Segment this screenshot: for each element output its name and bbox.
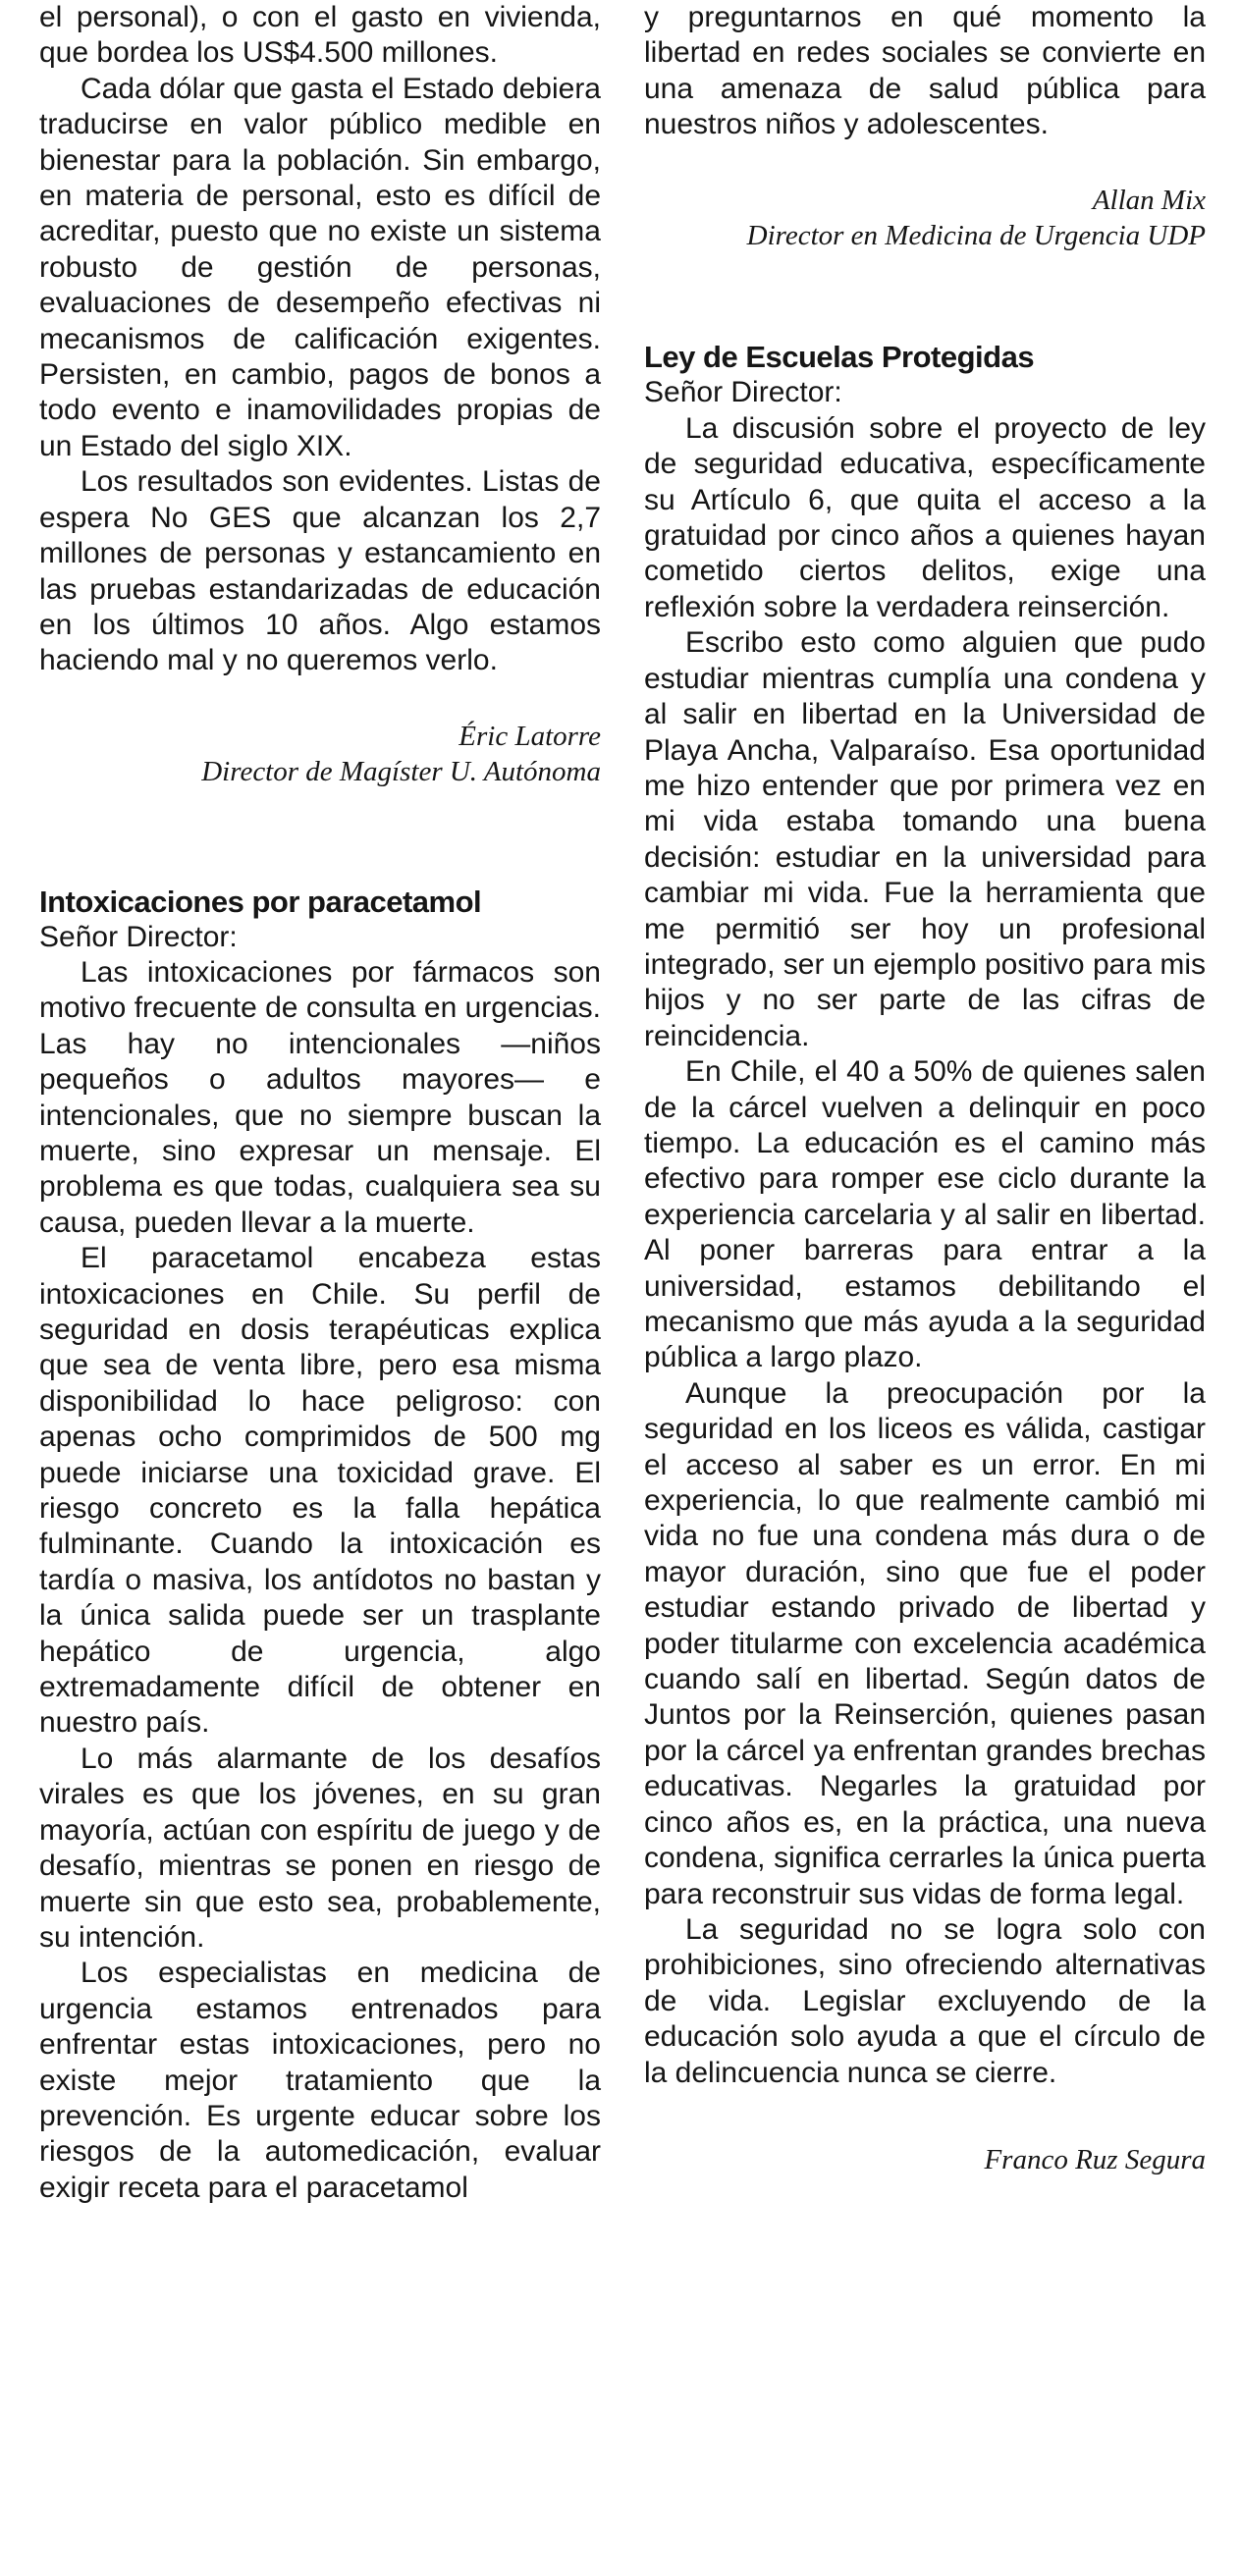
letter3-paragraph: Aunque la preocupación por la seguridad en los liceos es válida, castigar el acceso al saber es un error. En mi experiencia, lo que realmente cambió mi vida no fue una condena más dura o de mayor duración, sino que fue el poder estudiar estando privado de libertad y poder titularme con excelencia académica cuando salí en libertad. Según datos de Juntos por la Reinserción, quienes pasan por la cárcel ya enfrentan grandes brechas educativas. Negarles la gratuidad por cinco años es, en la práctica, una nueva condena, significa cerrarles la única puerta para reconstruir sus vidas de forma legal. (644, 1376, 1206, 1910)
letter1-paragraph: Los resultados son evidentes. Listas de espera No GES que alcanzan los 2,7 millones de personas y estancamiento en las pruebas estandarizadas de educación en los últimos 10 años. Algo estamos haciendo mal y no queremos verlo. (39, 465, 601, 677)
letter2-signature-role: Director en Medicina de Urgencia UDP (746, 220, 1206, 252)
letter3-paragraph: La discusión sobre el proyecto de ley de seguridad educativa, específicamente su Artículo 6, que quita el acceso a la gratuidad por cinco años a quienes hayan cometido ciertos delitos, exige una reflexión sobre la verdadera reinserción. (644, 411, 1206, 623)
letter2-paragraph: Las intoxicaciones por fármacos son motivo frecuente de consulta en urgencias. Las hay no intencionales —niños pequeños o adultos mayores— e intencionales, que no siempre buscan la muerte, sino expresar un mensaje. El problema es que todas, cualquiera sea su causa, pueden llevar a la muerte. (39, 955, 602, 1239)
letter2-paragraph: El paracetamol encabeza estas intoxicaciones en Chile. Su perfil de seguridad en dosis terapéuticas explica que sea de venta libre, pero esa misma disponibilidad lo hace peligroso: con apenas ocho comprimidos de 500 mg puede iniciarse una toxicidad grave. El riesgo concreto es la falla hepática fulminante. Cuando la intoxicación es tardía o masiva, los antídotos no bastan y la única salida puede ser un trasplante hepático de urgencia, algo extremadamente difícil de obtener en nuestro país. (39, 1242, 601, 1740)
letter2-paragraph: Lo más alarmante de los desafíos virales es que los jóvenes, en su gran mayoría, actúan con espíritu de juego y de desafío, mientras se ponen en riesgo de muerte sin que esto sea, probablemente, su intención. (39, 1742, 601, 1954)
letter2-title: Intoxicaciones por paracetamol (39, 884, 482, 919)
letter2-salutation: Señor Director: (39, 920, 238, 953)
letter3-paragraph: La seguridad no se logra solo con prohibiciones, sino ofreciendo alternativas de vida. Legislar excluyendo de la educación solo ayuda a que el círculo de la delincuencia nunca se cierre. (644, 1912, 1206, 2089)
continuation-text: y preguntarnos en qué momento la libertad en redes sociales se convierte en una amenaza de salud pública para nuestros niños y adolescentes. (644, 1, 1206, 141)
letter3-salutation: Señor Director: (644, 376, 842, 409)
letter3-paragraph: Escribo esto como alguien que pudo estudiar mientras cumplía una condena y al salir en libertad en la Universidad de Playa Ancha, Valparaíso. Esa oportunidad me hizo entender que por primera vez en mi vida estaba tomando una buena decisión: estudiar en la universidad para cambiar mi vida. Fue la herramienta que me permitió ser hoy un profesional integrado, ser un ejemplo positivo para mis hijos y no ser parte de las cifras de reincidencia. (644, 626, 1206, 1052)
letter2-paragraph: Los especialistas en medicina de urgencia estamos entrenados para enfrentar estas intoxicaciones, pero no existe mejor tratamiento que la prevención. Es urgente educar sobre los riesgos de la automedicación, evaluar exigir receta para el paracetamol (39, 1957, 601, 2204)
letter1-signature-name: Éric Latorre (459, 720, 601, 752)
letter1-signature-role: Director de Magíster U. Autónoma (201, 756, 601, 788)
left-column (39, 0, 601, 2206)
right-column (644, 0, 1206, 2177)
letter3-paragraph: En Chile, el 40 a 50% de quienes salen de la cárcel vuelven a delinquir en poco tiempo. La educación es el camino más efectivo para romper ese ciclo durante la experiencia carcelaria y al salir en libertad. Al poner barreras para entrar a la universidad, estamos debilitando el mecanismo que más ayuda a la seguridad pública a largo plazo. (644, 1055, 1206, 1374)
letter2-signature-name: Allan Mix (1092, 184, 1206, 216)
letter3-signature-name: Franco Ruz Segura (984, 2143, 1206, 2175)
continuation-text: el personal), o con el gasto en vivienda, que bordea los US$4.500 millones. (39, 1, 601, 70)
letter1-paragraph: Cada dólar que gasta el Estado debiera traducirse en valor público medible en bienestar para la población. Sin embargo, en materia de personal, esto es difícil de acreditar, puesto que no existe un sistema robusto de gestión de personas, evaluaciones de desempeño efectivas ni mecanismos de calificación exigentes. Persisten, en cambio, pagos de bonos a todo evento e inamovilidades propias de un Estado del siglo XIX. (39, 72, 601, 462)
letter3-title: Ley de Escuelas Protegidas (644, 340, 1035, 375)
